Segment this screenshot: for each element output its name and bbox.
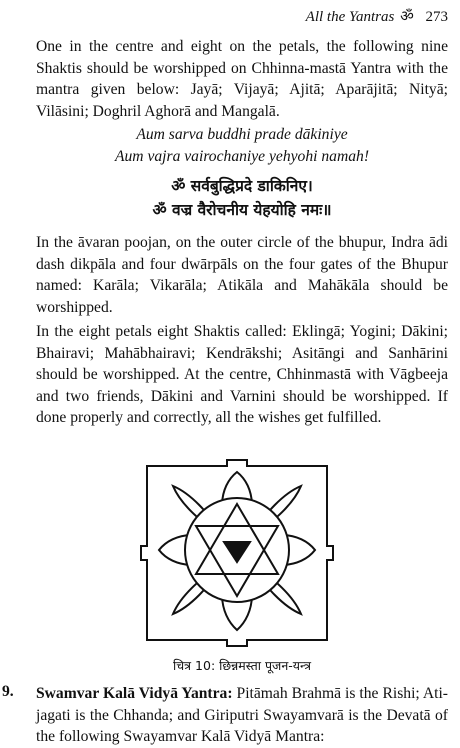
section-text: Pitāmah Brahmā is the Rishi; Ati-jagati is the Chhanda; and Giriputri Swayamvarā is the Devatā of the following Swayamvar Kalā Vidyā Mantra: — [36, 685, 448, 745]
mantra-dev-line-1: ॐ सर्वबुद्धिप्रदे डाकिनिए। — [171, 177, 313, 195]
paragraph-eight-petals: In the eight petals eight Shaktis called: Eklingā; Yogini; Dākini; Bhairavi; Mahābhairavi; Kendrākshi; Asitāngi and Sanhārini should be worshipped. At the centre, Chhinmastā with Vāgbeeja and two friends, Dākini and Varnini should be worshipped. If done properly and correctly, all the wishes get fulfilled. — [36, 323, 448, 426]
page-header — [306, 6, 448, 26]
mantra-dev-line-2: ॐ वज्र वैरोचनीय येहयोहि नमः॥ — [152, 201, 332, 219]
page-number: 273 — [425, 9, 448, 25]
mantra-roman-line-1: Aum sarva buddhi prade dākiniye — [136, 126, 348, 143]
section-title: Swamvar Kalā Vidyā Yantra: — [36, 685, 233, 702]
mantra-roman — [36, 124, 448, 168]
mantra-devanagari — [36, 174, 448, 222]
section-9-paragraph — [36, 683, 448, 748]
paragraph-nine-shaktis: One in the centre and eight on the petals, the following nine Shaktis should be worshipped on Chhinna-mastā Yantra with the mantra given below: Jayā; Vijayā; Ajitā; Aparājitā; Nityā; Vilāsini; Doghril Aghorā and Mangalā. — [36, 38, 448, 120]
mantra-roman-line-2: Aum vajra vairochaniye yehyohi namah! — [114, 148, 370, 165]
running-title: All the Yantras — [305, 9, 395, 25]
chhinnamasta-yantra-figure — [139, 458, 335, 648]
figure-caption: चित्र 10: छिन्नमस्ता पूजन-यन्त्र — [173, 658, 311, 673]
om-symbol: ॐ — [400, 9, 414, 25]
paragraph-avaran-poojan: In the āvaran poojan, on the outer circle of the bhupur, Indra ādi dash dikpāla and four dwārpāls on the four gates of the Bhupur named: Karāla; Vikarāla; Atikāla and Mahākāla should be worshipped. — [36, 234, 448, 316]
section-number: 9. — [2, 683, 14, 700]
